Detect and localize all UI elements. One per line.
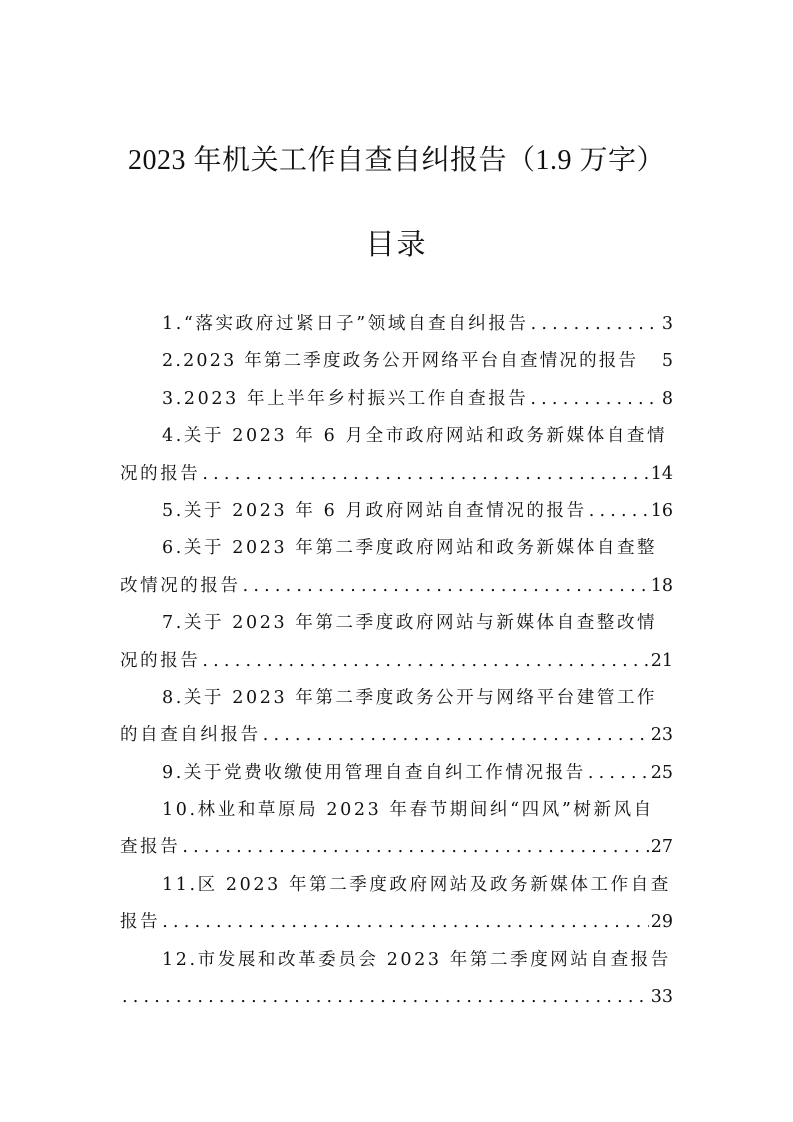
toc-page-number: 16 xyxy=(650,500,673,521)
toc-entry-title: 8.关于 2023 年第二季度政务公开与网络平台建管工作 xyxy=(162,687,658,708)
leader-dots xyxy=(263,717,649,754)
toc-page-number: 18 xyxy=(650,575,673,596)
toc-entry-6[interactable] xyxy=(120,530,673,567)
toc-entry-6-continued[interactable] xyxy=(120,568,673,605)
toc-entry-title-continued: 查报告 xyxy=(120,837,181,858)
leader-dots xyxy=(162,904,649,941)
toc-heading: 目录 xyxy=(365,229,428,261)
toc-entry-10[interactable] xyxy=(120,792,673,829)
toc-entry-7[interactable] xyxy=(120,605,673,642)
toc-entry-title: 3.2023 年上半年乡村振兴工作自查报告 xyxy=(162,388,529,409)
toc-page-number: 8 xyxy=(661,388,673,409)
toc-entry-title-continued: 况的报告 xyxy=(120,650,201,671)
leader-dots xyxy=(243,568,649,605)
toc-entry-title: 6.关于 2023 年第二季度政府网站和政务新媒体自查整 xyxy=(162,538,658,559)
leader-dots xyxy=(588,755,649,792)
toc-page-number: 21 xyxy=(650,650,673,671)
toc-entry-7-continued[interactable] xyxy=(120,643,673,680)
toc-entry-title: 5.关于 2023 年 6 月政府网站自查情况的报告 xyxy=(162,500,587,521)
toc-entry-4[interactable] xyxy=(120,418,673,455)
toc-entry-title-continued: 改情况的报告 xyxy=(120,575,241,596)
toc-entry-11[interactable] xyxy=(120,867,673,904)
toc-entry-5[interactable] xyxy=(120,493,673,530)
toc-entry-title: 2.2023 年第二季度政务公开网络平台自查情况的报告 xyxy=(162,351,639,372)
leader-dots xyxy=(530,381,659,418)
toc-entry-11-continued[interactable] xyxy=(120,904,673,941)
leader-dots xyxy=(202,643,648,680)
toc-entry-12-continued[interactable] xyxy=(120,979,673,1016)
toc-page-number: 23 xyxy=(650,725,673,746)
toc-page-number: 3 xyxy=(661,314,673,334)
document-title: 2023 年机关工作自查自纠报告（1.9 万字） xyxy=(127,145,665,176)
toc-entry-10-continued[interactable] xyxy=(120,829,673,866)
toc-page-number: 33 xyxy=(650,987,673,1008)
leader-dots xyxy=(589,493,649,530)
toc-page-number: 27 xyxy=(650,837,673,858)
toc-entry-title: 9.关于党费收缴使用管理自查自纠工作情况报告 xyxy=(162,762,586,783)
toc-entry-title-continued: 报告 xyxy=(120,912,161,933)
leader-dots xyxy=(531,306,660,343)
toc-entry-8-continued[interactable] xyxy=(120,717,673,754)
toc-entry-4-continued[interactable] xyxy=(120,456,673,493)
toc-entry-title: 11.区 2023 年第二季度政府网站及政务新媒体工作自查 xyxy=(162,874,671,895)
toc-entry-3[interactable] xyxy=(120,381,673,418)
toc-entry-12[interactable] xyxy=(120,942,673,979)
toc-entry-title: 4.关于 2023 年 6 月全市政府网站和政务新媒体自查情 xyxy=(162,426,668,447)
toc-entry-title: 12.市发展和改革委员会 2023 年第二季度网站自查报告 xyxy=(162,949,671,970)
toc-entry-1[interactable] xyxy=(120,306,673,343)
toc-page-number: 25 xyxy=(650,762,673,783)
toc-entry-title: 10.林业和草原局 2023 年春节期间纠“四风”树新风自 xyxy=(162,800,654,821)
toc-entry-title-continued: 况的报告 xyxy=(120,463,201,484)
toc-page-number: 29 xyxy=(650,912,673,933)
toc-page-number: 5 xyxy=(661,351,673,372)
toc-entry-8[interactable] xyxy=(120,680,673,717)
toc-entry-title-continued: 的自查自纠报告 xyxy=(120,725,261,746)
table-of-contents xyxy=(120,306,673,1016)
leader-dots xyxy=(202,456,648,493)
toc-entry-9[interactable] xyxy=(120,755,673,792)
toc-page-number: 14 xyxy=(650,463,673,484)
toc-entry-title: 7.关于 2023 年第二季度政府网站与新媒体自查整改情 xyxy=(162,613,658,634)
toc-entry-title: 1.“落实政府过紧日子”领域自查自纠报告 xyxy=(162,314,529,334)
toc-entry-2[interactable] xyxy=(120,343,673,380)
leader-dots xyxy=(122,979,649,1016)
leader-dots xyxy=(182,829,648,866)
